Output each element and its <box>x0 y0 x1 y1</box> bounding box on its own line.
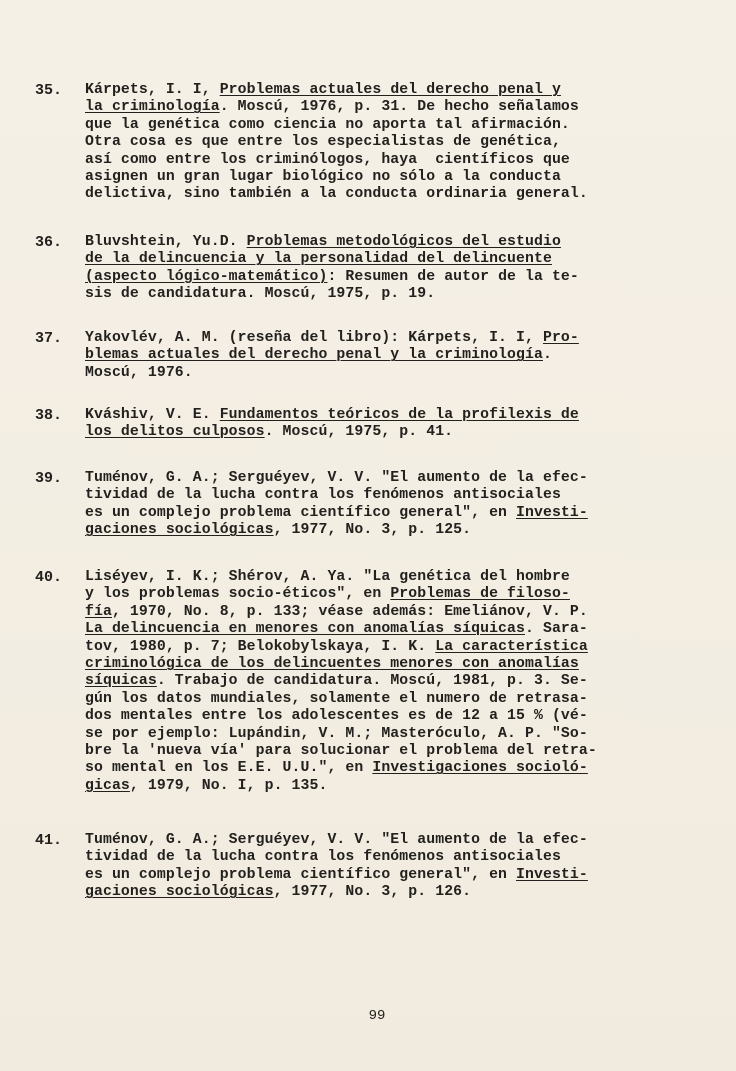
reference-line <box>85 407 579 424</box>
reference-text: gaciones sociológicas <box>85 522 274 539</box>
reference-text: . <box>542 347 552 364</box>
reference-line <box>85 82 561 99</box>
reference-text: gún los datos mundiales, solamente el numero de retrasa- <box>85 690 588 707</box>
reference-line <box>85 505 588 522</box>
reference-line <box>85 691 588 708</box>
reference-line <box>85 286 435 303</box>
reference-text: , 1970, No. 8, p. 133; véase además: Emeliánov, V. P. <box>111 603 588 620</box>
reference-line <box>85 134 561 151</box>
reference-number: 38. <box>35 407 63 424</box>
reference-text: de la delincuencia y la personalidad del delincuente <box>85 251 552 268</box>
reference-text: los delitos culposos <box>85 424 265 441</box>
reference-text: so mental en los E.E. U.U.", en <box>85 760 373 777</box>
reference-text: Pro- <box>542 330 579 346</box>
reference-text: Fundamentos teóricos de la profilexis de <box>219 407 579 423</box>
reference-number: 40. <box>35 569 63 586</box>
reference-text: (aspecto lógico-matemático) <box>85 268 328 285</box>
reference-text: . Moscú, 1975, p. 41. <box>264 424 454 441</box>
reference-line <box>85 743 597 760</box>
reference-line <box>85 269 579 286</box>
reference-line <box>85 586 570 603</box>
reference-line <box>85 760 588 777</box>
reference-text: tividad de la lucha contra los fenómenos antisociales <box>85 487 561 504</box>
reference-text: Problemas metodológicos del estudio <box>246 234 561 250</box>
reference-line <box>85 778 327 795</box>
reference-text: bre la 'nueva vía' para solucionar el problema del retra- <box>85 743 597 759</box>
reference-text: Investi- <box>516 504 588 521</box>
reference-line <box>85 487 561 504</box>
reference-text: Tuménov, G. A.; Serguéyev, V. V. "El aumento de la efec- <box>85 470 588 486</box>
reference-line <box>85 708 588 725</box>
reference-text: la criminología <box>85 99 220 116</box>
reference-text: La delincuencia en menores con anomalías síquicas <box>85 621 525 638</box>
reference-line <box>85 365 193 382</box>
reference-text: criminológica de los delincuentes menores con anomalías <box>85 656 579 672</box>
reference-text: . Trabajo de candidatura. Moscú, 1981, p. 3. Se- <box>156 673 588 690</box>
reference-line <box>85 117 570 134</box>
reference-line <box>85 234 561 251</box>
reference-number: 41. <box>35 832 63 849</box>
reference-text: Investigaciones socioló- <box>372 760 588 777</box>
reference-line <box>85 470 588 487</box>
reference-text: gaciones sociológicas <box>85 884 274 901</box>
reference-text: tividad de la lucha contra los fenómenos antisociales <box>85 849 561 866</box>
reference-text: sis de candidatura. Moscú, 1975, p. 19. <box>85 286 436 303</box>
page-number: 99 <box>368 1008 386 1024</box>
reference-line <box>85 621 588 638</box>
reference-text: Problemas actuales del derecho penal y <box>219 82 561 98</box>
reference-line <box>85 522 471 539</box>
reference-text: Problemas de filoso- <box>390 586 570 603</box>
reference-text: Liséyev, I. K.; Shérov, A. Ya. "La genética del hombre <box>85 569 570 585</box>
reference-text: es un complejo problema científico general", en <box>85 504 517 521</box>
reference-text: delictiva, sino también a la conducta ordinaria general. <box>85 186 588 203</box>
reference-text: Otra cosa es que entre los especialistas de genética, <box>85 134 561 151</box>
reference-text: Bluvshtein, Yu.D. <box>85 234 247 250</box>
reference-text: se por ejemplo: Lupándin, V. M.; Masteróculo, A. P. "So- <box>85 725 588 742</box>
reference-text: síquicas <box>85 673 157 690</box>
reference-line <box>85 330 579 347</box>
reference-number: 35. <box>35 82 63 99</box>
reference-text: gicas <box>85 777 130 794</box>
reference-text: . Sara- <box>525 621 588 638</box>
reference-text: : Resumen de autor de la te- <box>327 268 579 285</box>
reference-text: Tuménov, G. A.; Serguéyev, V. V. "El aumento de la efec- <box>85 832 588 848</box>
reference-text: Moscú, 1976. <box>85 364 193 381</box>
reference-line <box>85 251 552 268</box>
reference-text: es un complejo problema científico general", en <box>85 866 517 883</box>
reference-text: . Moscú, 1976, p. 31. De hecho señalamos <box>219 99 579 116</box>
reference-number: 39. <box>35 470 63 487</box>
reference-line <box>85 884 471 901</box>
reference-line <box>85 673 588 690</box>
reference-line <box>85 186 588 203</box>
reference-text: Investi- <box>516 866 588 883</box>
reference-line <box>85 604 588 621</box>
reference-line <box>85 569 570 586</box>
reference-line <box>85 99 579 116</box>
reference-text: dos mentales entre los adolescentes es de 12 a 15 % (vé- <box>85 708 588 725</box>
reference-line <box>85 832 588 849</box>
reference-text: Yakovlév, A. M. (reseña del libro): Kárpets, I. I, <box>85 330 543 346</box>
reference-line <box>85 726 588 743</box>
reference-number: 36. <box>35 234 63 251</box>
reference-text: tov, 1980, p. 7; Belokobylskaya, I. K. <box>85 638 436 655</box>
reference-line <box>85 849 561 866</box>
reference-text: fía <box>85 603 112 620</box>
reference-line <box>85 639 588 656</box>
reference-line <box>85 152 570 169</box>
reference-line <box>85 867 588 884</box>
reference-text: que la genética como ciencia no aporta tal afirmación. <box>85 116 570 133</box>
reference-text: y los problemas socio-éticos", en <box>85 586 391 603</box>
reference-text: Kárpets, I. I, <box>85 82 220 98</box>
reference-line <box>85 424 453 441</box>
reference-text: , 1977, No. 3, p. 126. <box>273 884 472 901</box>
reference-line <box>85 347 552 364</box>
reference-text: blemas actuales del derecho penal y la criminología <box>85 347 543 364</box>
reference-text: así como entre los criminólogos, haya científicos que <box>85 151 570 168</box>
reference-text: Kváshiv, V. E. <box>85 407 220 423</box>
reference-text: , 1979, No. I, p. 135. <box>129 777 328 794</box>
reference-text: La característica <box>435 638 588 655</box>
reference-number: 37. <box>35 330 63 347</box>
reference-text: asignen un gran lugar biológico no sólo a la conducta <box>85 169 561 185</box>
reference-line <box>85 656 579 673</box>
reference-text: , 1977, No. 3, p. 125. <box>273 522 472 539</box>
reference-line <box>85 169 561 186</box>
